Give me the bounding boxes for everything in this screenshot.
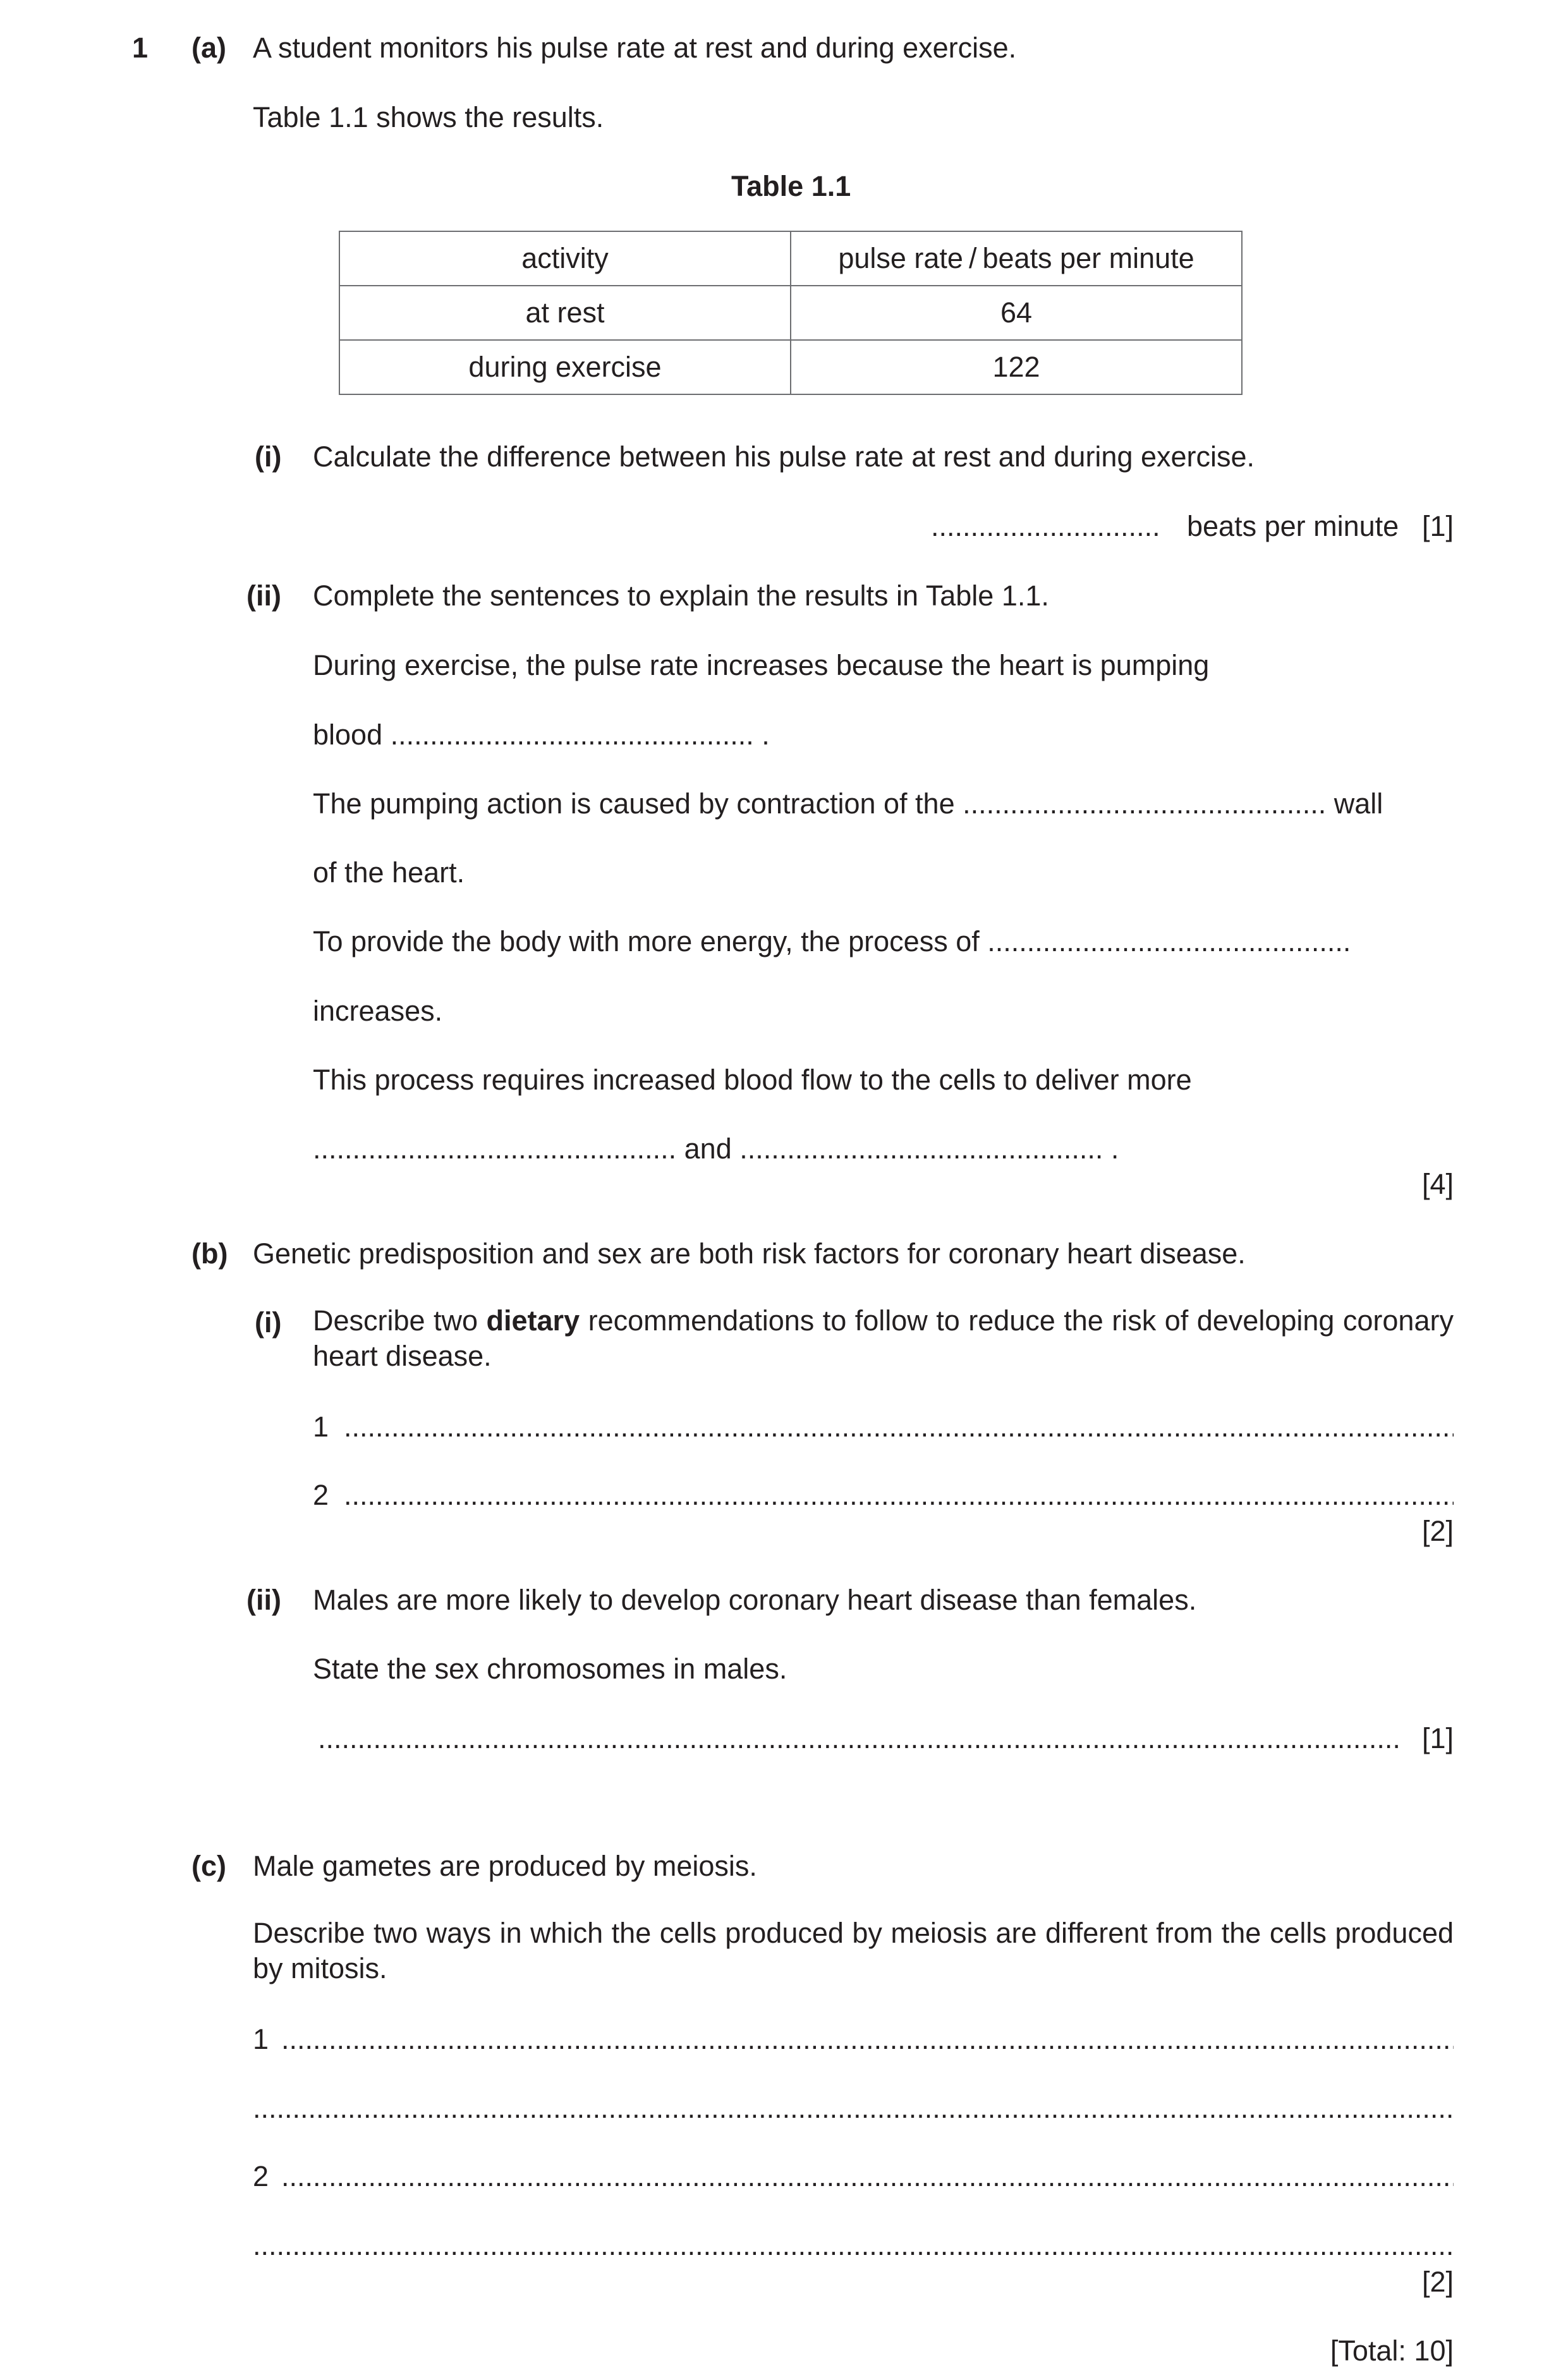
part-b-i-label: (i) [255,1306,282,1339]
answer-blank: .............................................. [963,787,1327,820]
table-header-cell: activity [339,231,791,286]
sentence-1: During exercise, the pulse rate increases because the heart is pumping [313,649,1210,681]
answer-line[interactable] [344,1481,1454,1509]
table-row [339,286,1242,340]
answer-line[interactable] [253,2231,1454,2259]
table-header-row [339,231,1242,286]
total-marks: [Total: 10] [1330,2335,1454,2367]
answer-dots: ............................. [931,510,1160,542]
answer-line[interactable] [281,2025,1454,2053]
part-c-label: (c) [191,1850,226,1882]
part-b-ii-text: Males are more likely to develop coronary heart disease than females. [313,1584,1197,1616]
conjunction: and [684,1133,732,1165]
table-cell: during exercise [339,340,791,394]
unit-label: beats per minute [1187,510,1399,542]
sentence-end: . [1110,1133,1119,1165]
sentence-end: . [762,719,770,751]
answer-blank: .............................................. [987,925,1351,957]
part-a-i-label: (i) [255,440,282,473]
part-a-ii-text: Complete the sentences to explain the results in Table 1.1. [313,580,1049,612]
answer-blank: .............................................. [739,1133,1103,1165]
sentence-4: This process requires increased blood flow to the cells to deliver more [313,1064,1192,1096]
sentence-2-prefix: The pumping action is caused by contraction of the [313,787,955,820]
part-c-task: Describe two ways in which the cells produced by meiosis are different from the cells produced by mitosis. [253,1917,1454,1984]
answer-number: 1 [253,2023,269,2055]
answer-line[interactable] [318,1724,1402,1752]
part-b-ii-task: State the sex chromosomes in males. [313,1653,787,1685]
part-a-i-text: Calculate the difference between his pulse rate at rest and during exercise. [313,440,1255,473]
text-segment: recommendations to follow to reduce the risk of developing coronary heart disease. [313,1304,1454,1372]
sentence-3 [313,927,1351,956]
part-b-intro: Genetic predisposition and sex are both risk factors for coronary heart disease. [253,1237,1246,1270]
part-b-i-text [313,1303,1454,1374]
answer-line[interactable] [344,1412,1454,1441]
sentence-2-suffix: wall [1334,787,1383,820]
part-c-intro: Male gametes are produced by meiosis. [253,1850,757,1882]
sentence-3-continued: increases. [313,995,443,1027]
table-caption: Table 1.1 [731,170,851,202]
pulse-rate-table [339,231,1243,395]
part-a-intro: A student monitors his pulse rate at rest and during exercise. [253,32,1017,64]
table-cell: 64 [791,286,1242,340]
part-b-ii-label: (ii) [246,1584,281,1616]
answer-number: 2 [313,1479,329,1511]
marks-label: [2] [1421,1515,1454,1547]
sentence-2-continued: of the heart. [313,856,465,889]
emphasis-text: dietary [486,1304,580,1337]
sentence-1-continued [313,720,770,749]
table-row [339,340,1242,394]
part-a-label: (a) [191,32,226,64]
answer-number: 2 [253,2160,269,2192]
answer-line[interactable] [281,2162,1454,2190]
answer-line[interactable] [253,2094,1454,2122]
marks-label: [2] [1421,2266,1454,2298]
answer-number: 1 [313,1411,329,1443]
sentence-4-continued [313,1134,1119,1163]
answer-blank: .............................................. [390,719,754,751]
answer-blank: .............................................. [313,1133,677,1165]
marks-label: [4] [1421,1168,1454,1200]
part-a-ii-label: (ii) [246,580,281,612]
table-cell: at rest [339,286,791,340]
table-cell: 122 [791,340,1242,394]
sentence-2 [313,789,1383,818]
text-segment: Describe two [313,1304,478,1337]
table-reference: Table 1.1 shows the results. [253,101,604,133]
question-number: 1 [132,32,149,64]
sentence-1-prefix: blood [313,719,383,751]
marks-label: [1] [1421,1722,1454,1754]
marks-label: [1] [1421,510,1454,542]
table-header-cell: pulse rate / beats per minute [791,231,1242,286]
part-b-label: (b) [191,1237,228,1270]
sentence-3-prefix: To provide the body with more energy, the process of [313,925,980,957]
